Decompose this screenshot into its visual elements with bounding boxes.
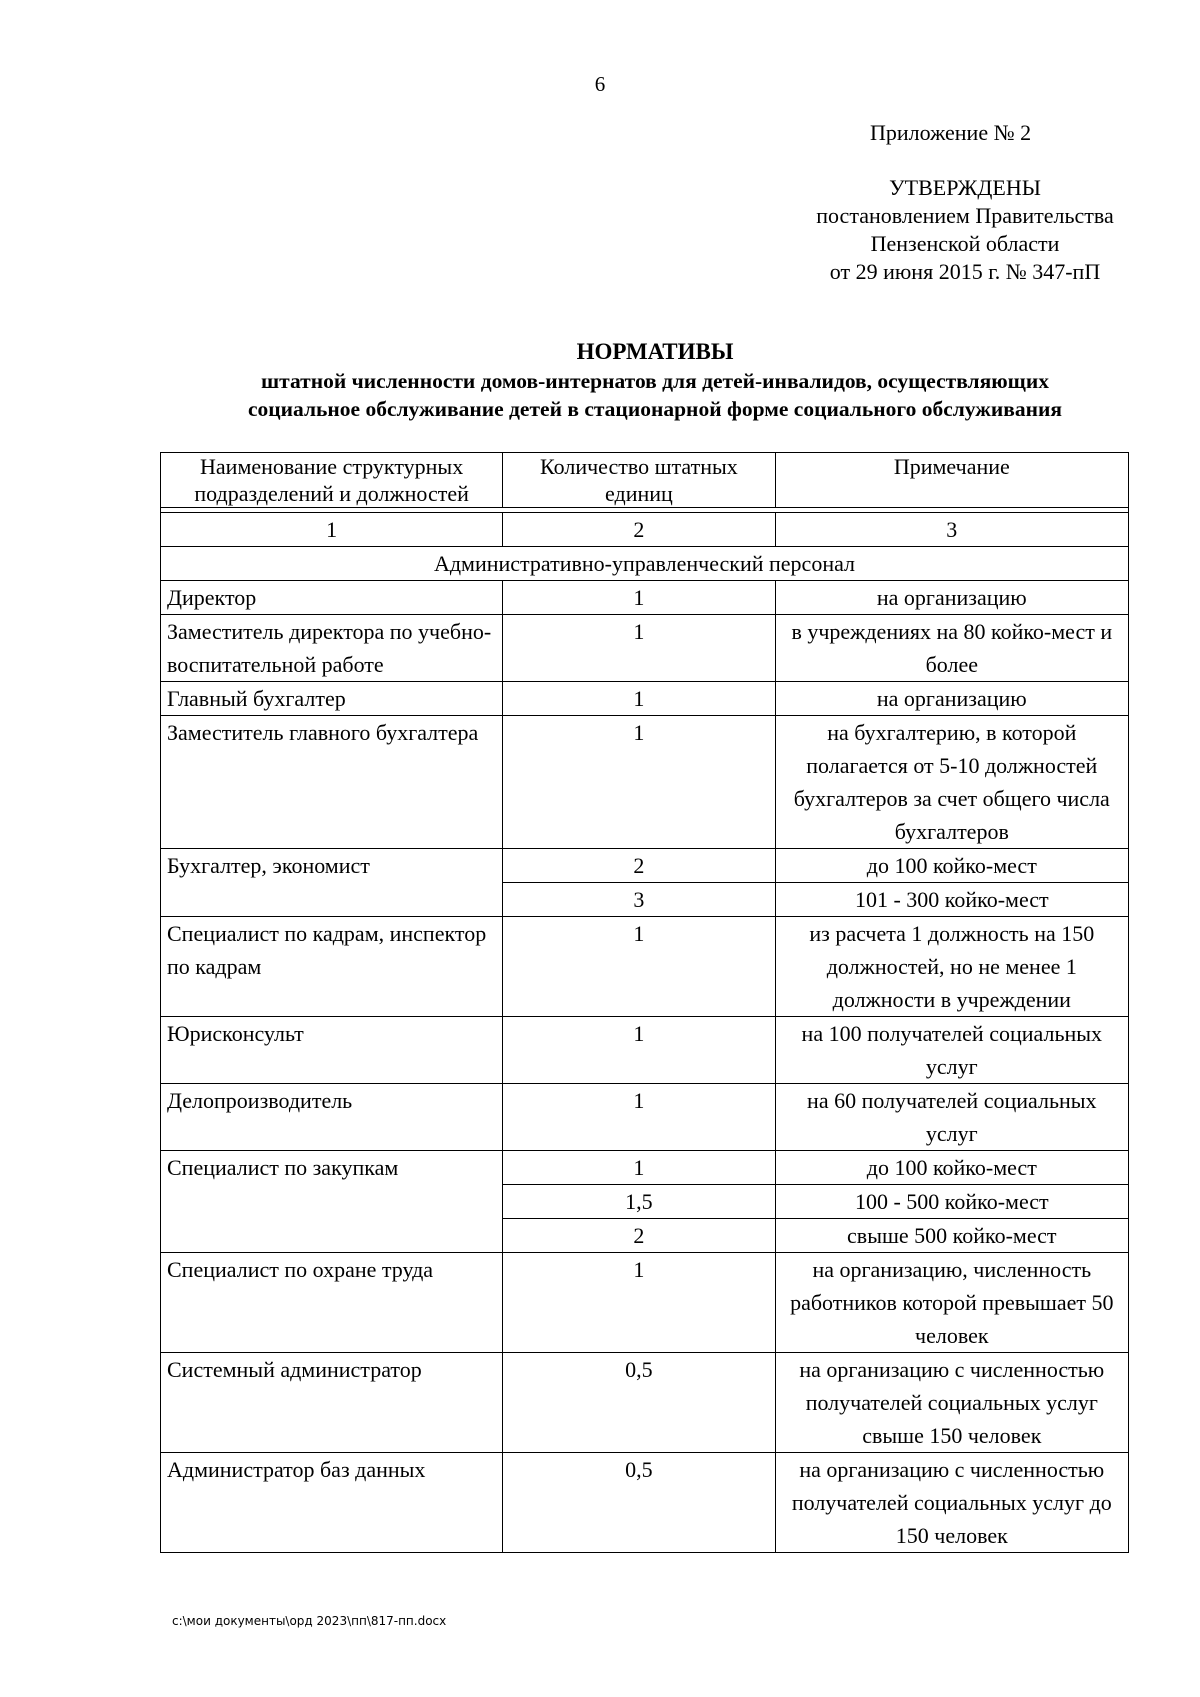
staff-count: 1 [503,682,775,716]
column-number: 3 [775,513,1128,547]
position-name: Юрисконсульт [161,1017,503,1084]
staff-count: 1 [503,615,775,682]
table-row [161,1353,1129,1453]
approval-line: от 29 июня 2015 г. № 347-пП [829,259,1101,284]
table-row [161,682,1129,716]
note: в учреждениях на 80 койко-мест и более [775,615,1128,682]
position-name: Заместитель директора по учебно-воспитательной работе [161,615,503,682]
staff-count: 1 [503,1017,775,1084]
position-name: Администратор баз данных [161,1453,503,1553]
note: 100 - 500 койко-мест [775,1185,1128,1219]
column-number: 1 [161,513,503,547]
approval-line: Пензенской области [870,231,1060,256]
note: 101 - 300 койко-мест [775,883,1128,917]
column-number-row [161,513,1129,547]
position-name: Заместитель главного бухгалтера [161,716,503,849]
table-row [161,1017,1129,1084]
column-number: 2 [503,513,775,547]
title-main: НОРМАТИВЫ [576,339,734,364]
table-row [161,1253,1129,1353]
note: до 100 койко-мест [775,849,1128,883]
staff-count: 0,5 [503,1453,775,1553]
staff-count: 3 [503,883,775,917]
note: на организацию с численностью получателей социальных услуг свыше 150 человек [775,1353,1128,1453]
table-row [161,716,1129,849]
file-path-footer: c:\мои документы\орд 2023\пп\817-пп.docx [172,1614,447,1628]
position-name: Специалист по охране труда [161,1253,503,1353]
note: на бухгалтерию, в которой полагается от 5-10 должностей бухгалтеров за счет общего числа бухгалтеров [775,716,1128,849]
note: до 100 койко-мест [775,1151,1128,1185]
table-row [161,1151,1129,1185]
document-title [150,337,1160,423]
staff-count: 1 [503,581,775,615]
staff-count: 2 [503,849,775,883]
staff-count: 1 [503,1151,775,1185]
staff-count: 1 [503,716,775,849]
note: на организацию [775,581,1128,615]
note: на организацию, численность работников которой превышает 50 человек [775,1253,1128,1353]
section-row [161,547,1129,581]
note: на 60 получателей социальных услуг [775,1084,1128,1151]
table-row [161,849,1129,883]
position-name: Системный администратор [161,1353,503,1453]
position-name: Бухгалтер, экономист [161,849,503,917]
approval-line: УТВЕРЖДЕНЫ [889,175,1041,200]
staff-count: 1 [503,1253,775,1353]
position-name: Главный бухгалтер [161,682,503,716]
header-cell: Количество штатных единиц [503,453,775,508]
approval-line: постановлением Правительства [816,203,1114,228]
position-name: Специалист по закупкам [161,1151,503,1253]
table-row [161,1084,1129,1151]
note: на организацию с численностью получателей социальных услуг до 150 человек [775,1453,1128,1553]
staff-count: 0,5 [503,1353,775,1453]
table-row [161,581,1129,615]
header-cell: Примечание [775,453,1128,508]
norms-table [160,452,1129,1553]
table-header-row [161,453,1129,508]
note: свыше 500 койко-мест [775,1219,1128,1253]
position-name: Делопроизводитель [161,1084,503,1151]
section-title: Административно-управленческий персонал [161,547,1129,581]
appendix-label: Приложение № 2 [870,120,1032,145]
table-row [161,917,1129,1017]
page-number: 6 [594,72,606,96]
staff-count: 1 [503,917,775,1017]
staff-count: 2 [503,1219,775,1253]
staff-count: 1,5 [503,1185,775,1219]
note: на 100 получателей социальных услуг [775,1017,1128,1084]
title-subtitle: социальное обслуживание детей в стационарной форме социального обслуживания [247,397,1063,421]
note: из расчета 1 должность на 150 должностей, но не менее 1 должности в учреждении [775,917,1128,1017]
table-row [161,1453,1129,1553]
staff-count: 1 [503,1084,775,1151]
position-name: Специалист по кадрам, инспектор по кадрам [161,917,503,1017]
table-row [161,615,1129,682]
header-cell: Наименование структурных подразделений и должностей [161,453,503,508]
approval-stamp [770,174,1160,286]
position-name: Директор [161,581,503,615]
title-subtitle: штатной численности домов-интернатов для детей-инвалидов, осуществляющих [261,369,1049,393]
note: на организацию [775,682,1128,716]
